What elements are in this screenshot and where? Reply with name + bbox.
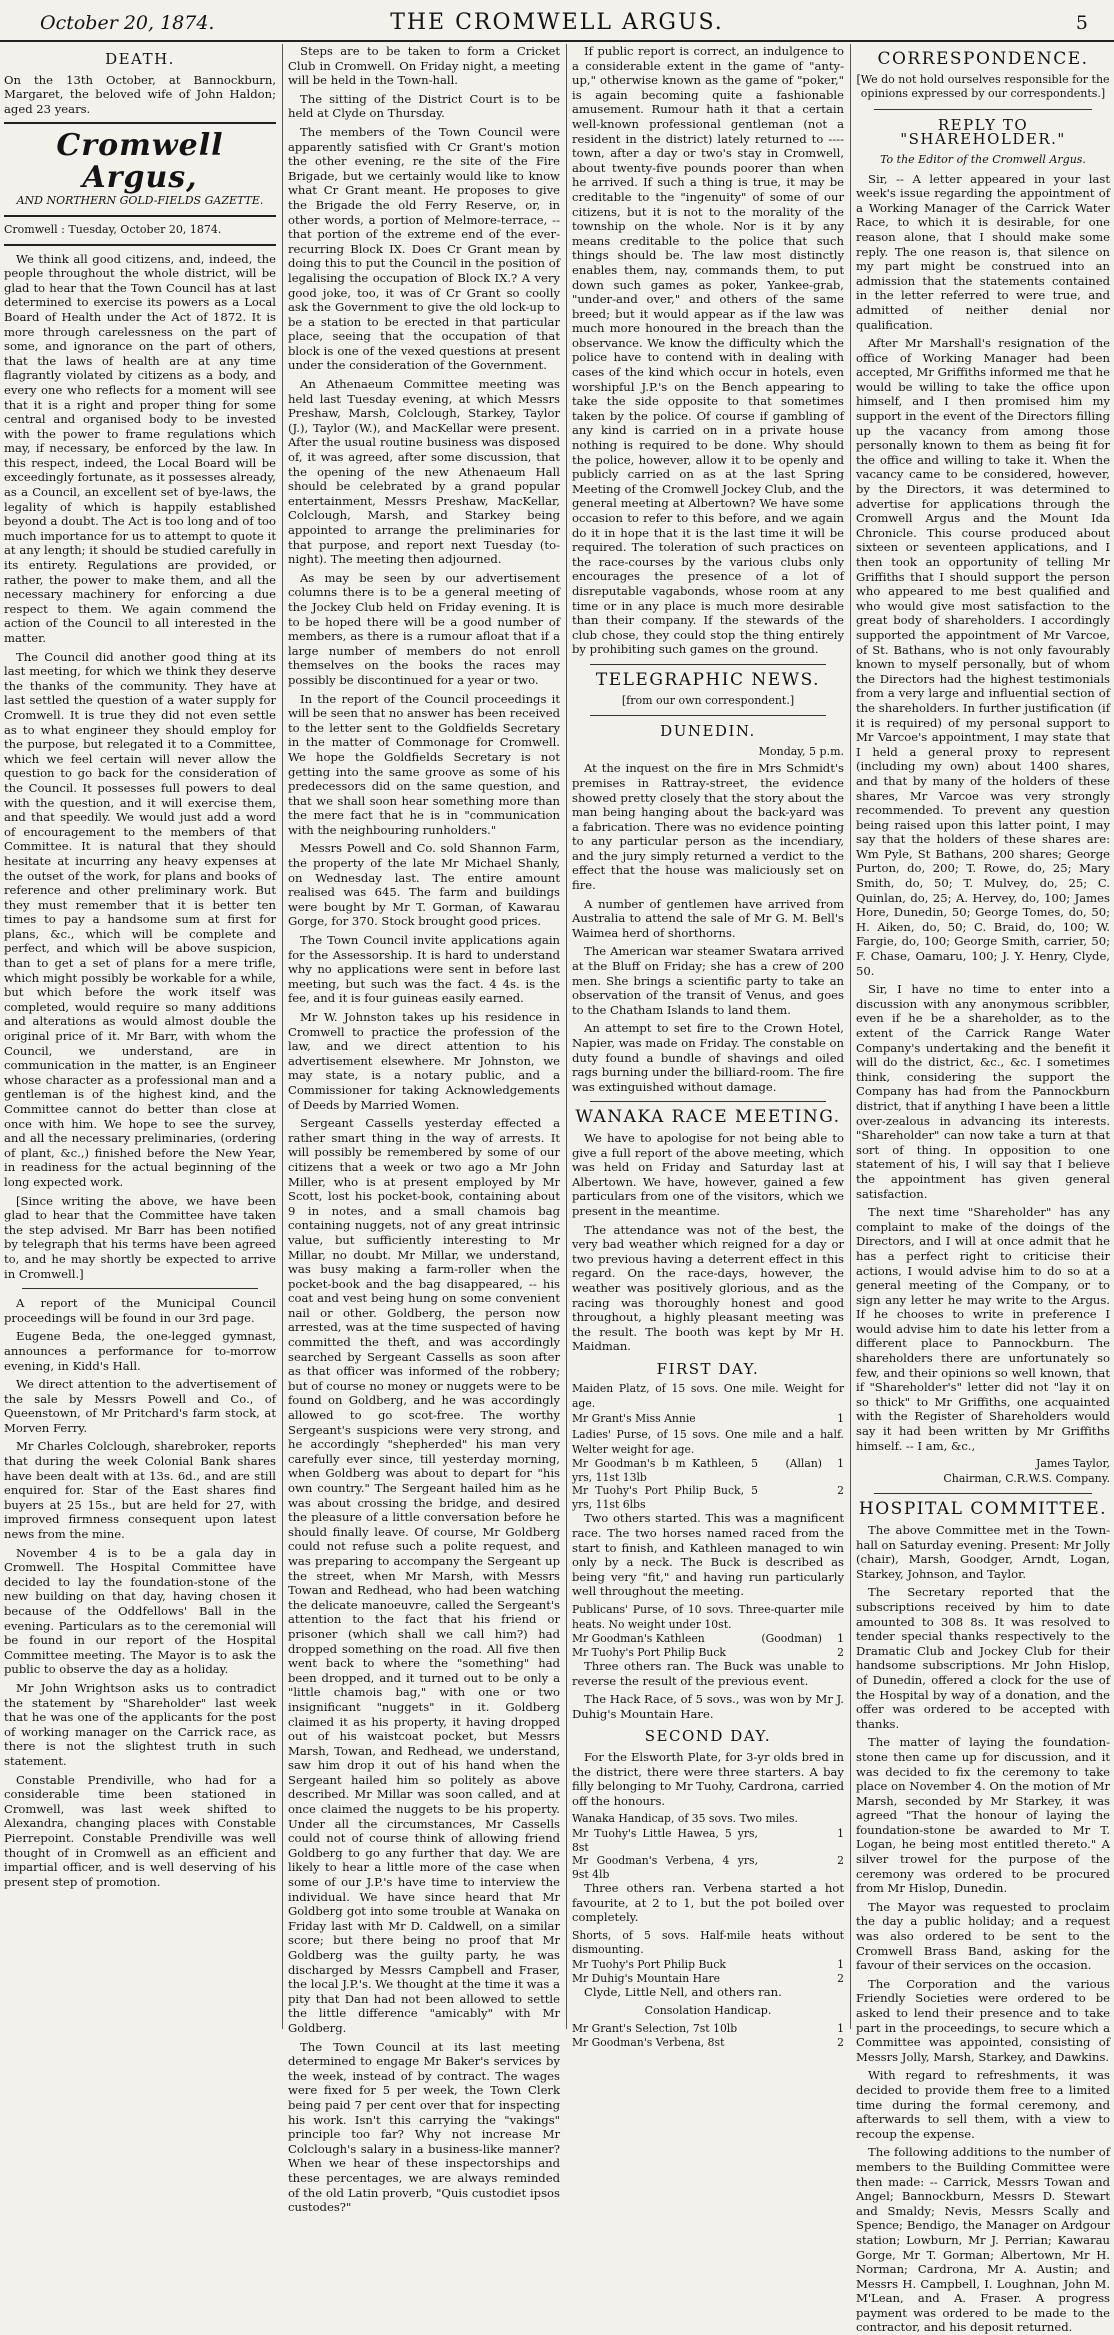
hospital-committee-heading: HOSPITAL COMMITTEE.: [858, 1499, 1108, 1520]
placing: 1: [837, 1457, 844, 1471]
news-item: The sitting of the District Court is to be held at Clyde on Thursday.: [288, 91, 560, 121]
news-item: We direct attention to the advertisement of the sale by Messrs Powell and Co., of Queenstown, of Mr Pritchard's farm stock, at Morven Ferry.: [4, 1377, 276, 1435]
letter-heading: REPLY TO "SHAREHOLDER.": [900, 115, 1066, 149]
paper-subtitle: AND NORTHERN GOLD-FIELDS GAZETTE.: [16, 194, 264, 208]
letter-signature: James Taylor,: [1036, 1457, 1110, 1471]
race-result-row: [572, 2022, 844, 2036]
jockey: [758, 1646, 822, 1660]
horse-entry: Mr Tuohy's Port Philip Buck: [572, 1645, 726, 1659]
jockey: [758, 1854, 822, 1881]
editorial-dateline: Cromwell : Tuesday, October 20, 1874.: [4, 222, 222, 236]
race-title: Shorts, of 5 sovs. Half-mile heats without dismounting.: [572, 1928, 844, 1957]
editorial-paragraph: [Since writing the above, we have been glad to hear that the Committee have taken the step advised. Mr Barr has been notified by telegraph that his terms have been agreed to, and he may shortly be expected to arrive in Cromwell.]: [4, 1193, 276, 1281]
race-title: Wanaka Handicap, of 35 sovs. Two miles.: [572, 1812, 798, 1826]
horse-entry: Mr Goodman's Verbena, 4 yrs, 9st 4lb: [572, 1854, 758, 1881]
horse-entry: Mr Duhig's Mountain Hare: [572, 1971, 720, 1985]
race-report: Three others ran. Verbena started a hot favourite, at 2 to 1, but the pot boiled over completely.: [572, 1881, 844, 1925]
divider: [590, 715, 826, 716]
column-rule: [850, 44, 851, 2029]
news-item: Messrs Powell and Co. sold Shannon Farm, the property of the late Mr Michael Shanly, on Wednesday last. The entire amount realised was 645. The farm and buildings were bought by Mr T. Gorman, of Kawarau Gorge, for 370. Stock brought good prices.: [288, 841, 560, 929]
jockey: (Allan): [785, 1457, 822, 1471]
column-4: [856, 44, 1111, 2335]
news-item: Mr Charles Colclough, sharebroker, reports that during the week Colonial Bank shares have been dealt with at 13s. 6d., and are still enquired for. Star of the East shares find buyers at 25 15s., but are held for 27, with improved firmness consequent upon latest news from the mine.: [4, 1439, 276, 1542]
race-result-row: [572, 1484, 844, 1511]
death-notice: On the 13th October, at Bannockburn, Margaret, the beloved wife of John Haldon; aged 23 years.: [4, 72, 276, 116]
news-item: In the report of the Council proceedings it will be seen that no answer has been received to the letter sent to the Goldfields Secretary in the matter of Commonage for Cromwell. We hope the Goldfields Secretary is not getting into the same groove as some of his predecessors did on the same question, and that we shall soon hear something more than the mere fact that he is in "communication with the neighbouring runholders.": [288, 691, 560, 837]
horse-entry: Mr Goodman's b m Kathleen, 5 yrs, 11st 13lb: [572, 1457, 758, 1484]
news-item: The Town Council invite applications again for the Assessorship. It is hard to understand why no applications were sent in before last meeting, but such was the fact. 4 4s. is the fee, and it is four guineas easily earned.: [288, 933, 560, 1006]
race-result-row: [572, 1412, 844, 1426]
newspaper-title: THE CROMWELL ARGUS.: [390, 10, 724, 35]
news-item: As may be seen by our advertisement columns there is to be a general meeting of the Jockey Club held on Friday evening. It is to be hoped there will be a good number of members, as there is a rumour afloat that if a large number of members do not enroll themselves on the books the races may possibly be discontinued for a year or two.: [288, 570, 560, 687]
divider: [22, 1288, 258, 1289]
race-result-row: [572, 1958, 844, 1972]
placing: 2: [837, 1854, 844, 1868]
jockey: [758, 1412, 822, 1426]
letter-addressee: To the Editor of the Cromwell Argus.: [880, 152, 1086, 166]
divider: [874, 109, 1092, 110]
placing: 2: [837, 1645, 844, 1659]
race-report: For the Elsworth Plate, for 3-yr olds bred in the district, there were three starters. A bay filly belonging to Mr Tuohy, Cardrona, carried off the honours.: [572, 1750, 844, 1808]
paper-nameplate: Cromwell Argus,: [56, 128, 224, 196]
news-item: Sergeant Cassells yesterday effected a rather smart thing in the way of arrests. It will possibly be remembered by some of our citizens that a week or two ago a Mr John Miller, who is at present employed by Mr Scott, lost his pocket-book, containing about 9 in notes, and a small chamois bag containing nuggets, not of any great intrinsic value, but sufficiently interesting to Mr Millar, no doubt. Mr Millar, we understand, was busy making a farm-roller when the pocket-book and the bag disappeared, -- his coat and vest being hung on some convenient nail or other. Goldberg, the person now arrested, was at the time suspected of having committed the theft, and was accordingly searched by Sergeant Cassells as soon after as that officer was informed of the robbery; but of course no money or nuggets were to be found on Goldberg, and he was accordingly allowed to go scot-free. The worthy Sergeant's suspicions were very strong, and he accordingly "shepherded" his man very carefully ever since, till yesterday morning, when Goldberg was about to depart for "his own country." The Sergeant hailed him as he was about crossing the bridge, and desired the pleasure of a little conversation before he should finally leave. Of course, Mr Goldberg could not refuse such a polite request, and was preparing to accompany the Sergeant up the street, when Mr Marsh, with Messrs Towan and Redhead, who had been watching the delicate manoeuvre, called the Sergeant's attention to the fact that his friend or prisoner (which shall we call him?) had dropped something on the road. All five then went back to where the "something" had been dropped, and it turned out to be only a "little chamois bag," with one or two insignificant "nuggets" in it. Goldberg claimed it as his property, it having dropped out of his waistcoat pocket, but Messrs Marsh, Towan, and Redhead, we understand, saw him drop it out of his hand when the Sergeant hailed him so politely as above described. Mr Millar was soon called, and at once claimed the nuggets to be his property. Under all the circumstances, Mr Cassells could not of course think of allowing friend Goldberg to go any further that day. We are likely to hear a little more of the case when some of our J.P.'s have time to interview the individual. We have since heard that Mr Goldberg got into some trouble at Wanaka on Friday last with Mr D. Caldwell, on a similar score; but there being no proof that Mr Goldberg was the guilty party, he was discharged by Messrs Campbell and Fraser, the local J.P.'s. We thought at the time it was a pity that Dan had not been allowed to settle the little difference "amicably" with Mr Goldberg.: [288, 1116, 560, 2035]
column-3: [572, 44, 844, 2049]
placing: 2: [837, 2035, 844, 2049]
jockey: [758, 1972, 822, 1986]
page-number: 5: [1075, 12, 1088, 34]
race-report: The Hack Race, of 5 sovs., was won by Mr J. Duhig's Mountain Hare.: [572, 1692, 844, 1721]
horse-entry: Mr Goodman's Verbena, 8st: [572, 2035, 725, 2049]
telegraphic-subheading: [from our own correspondent.]: [621, 693, 795, 707]
race-result-row: [572, 1646, 844, 1660]
editorial-paragraph: We think all good citizens, and, indeed, the people throughout the whole district, will be glad to hear that the Town Council has at last determined to exercise its powers as a Local Board of Health under the Act of 1872. It is more through carelessness on the part of some, and ignorance on the part of others, that the laws of health are at any time flagrantly violated by citizens as a body, and every one who reflects for a moment will see that it is a right and proper thing for some central and organised body to be invested with the power to frame regulations which may, if necessary, be enforced by the law. In this respect, indeed, the Local Board will be exceedingly fortunate, as it possesses already, as a Council, an excellent set of bye-laws, the legality of which is happily established beyond a doubt. The Act is too long and of too much importance for us to attempt to quote it at any length; it should be studied carefully in its entirety. Regulations are provided, or rather, the power to make them, and all the necessary machinery for enforcing a due respect to them. We again commend the action of the Council to all interested in the matter.: [4, 251, 276, 645]
divider: [590, 664, 826, 665]
race-result-row: [572, 1457, 844, 1484]
news-item: The Town Council at its last meeting determined to engage Mr Baker's services by the week, instead of by contract. The wages were fixed for 5 per week, the Town Clerk being paid 7 per cent over that for inspecting his work. Isn't this carrying the "vakings" principle too far? Why not increase Mr Colclough's salary in a business-like manner? When we hear of these inspectorships and these percentages, we are always reminded of the old Latin proverb, "Quis custodiet ipsos custodes?": [288, 2039, 560, 2215]
placing: 1: [837, 1827, 844, 1841]
race-result-row: [572, 2036, 844, 2050]
column-2: [288, 44, 560, 2215]
horse-entry: Mr Tuohy's Port Philip Buck, 5 yrs, 11st 6lbs: [572, 1484, 758, 1511]
jockey: [758, 1484, 822, 1511]
race-result-row: [572, 1827, 844, 1854]
telegraphic-heading: TELEGRAPHIC NEWS.: [595, 669, 821, 690]
jockey: (Goodman): [761, 1632, 822, 1646]
news-item: Steps are to be taken to form a Cricket Club in Cromwell. On Friday night, a meeting will be held in the Town-hall.: [288, 44, 560, 88]
news-item: An attempt to set fire to the Crown Hotel, Napier, was made on Friday. The constable on duty found a bundle of shavings and oiled rags burning under the billiard-room. The fire was extinguished without damage.: [572, 1021, 844, 1094]
placing: 1: [837, 1632, 844, 1646]
divider: [874, 1493, 1092, 1494]
horse-entry: Mr Grant's Selection, 7st 10lb: [572, 2022, 738, 2036]
dunedin-dateline: Monday, 5 p.m.: [758, 744, 844, 758]
issue-date: October 20, 1874.: [40, 12, 215, 34]
horse-entry: Mr Tuohy's Little Hawea, 5 yrs, 8st: [572, 1827, 758, 1854]
race-report: Clyde, Little Nell, and others ran.: [584, 1985, 782, 1999]
jockey: [758, 1827, 822, 1854]
race-report: Three others ran. The Buck was unable to reverse the result of the previous event.: [572, 1659, 844, 1688]
news-item: The above Committee met in the Town-hall on Saturday evening. Present: Mr Jolly (chair), Marsh, Goodger, Arndt, Logan, Starkey, Johnson, and Taylor.: [856, 1523, 1110, 1581]
divider: [4, 215, 276, 217]
letter-paragraph: Sir, I have no time to enter into a discussion with any anonymous scribbler, even if he be a shareholder, as to the extent of the Carrick Range Water Company's undertaking and the benefit it will do the district, &c., &c. I sometimes think, considering the support the Company has had from the Pannockburn district, that if anything I have been a little over-zealous in advancing its interests. "Shareholder" can now take a turn at that sort of thing. In opposition to one statement of his, I will say that I believe the appointment has given general satisfaction.: [856, 982, 1110, 1201]
placing: 1: [837, 1411, 844, 1425]
news-item: With regard to refreshments, it was decided to provide them free to a limited time during the formal ceremony, and afterwards to sell them, with a view to recoup the expense.: [856, 2068, 1110, 2141]
race-result-row: [572, 1632, 844, 1646]
horse-entry: Mr Grant's Miss Annie: [572, 1411, 696, 1425]
column-rule: [566, 44, 567, 2029]
news-item: The matter of laying the foundation-stone then came up for discussion, and it was decided to fix the ceremony to take place on November 4. On the motion of Mr Marsh, seconded by Mr Starkey, it was agreed "That the honour of laying the foundation-stone be awarded to Mr T. Logan, he being most entitled thereto." A silver trowel for the purpose of the ceremony was ordered to be procured from Mr Hislop, Dunedin.: [856, 1735, 1110, 1896]
news-item: We have to apologise for not being able to give a full report of the above meeting, which was held on Friday and Saturday last at Albertown. We have, however, gained a few particulars from one of the visitors, which we present in the meantime.: [572, 1130, 844, 1218]
news-item: The American war steamer Swatara arrived at the Bluff on Friday; she has a crew of 200 men. She brings a scientific party to take an observation of the transit of Venus, and goes to the Chatham Islands to land them.: [572, 944, 844, 1017]
news-item: The following additions to the number of members to the Building Committee were then made: -- Carrick, Messrs Towan and Angel; Bannockburn, Messrs D. Stewart and Smaldy; Nevis, Messrs Scally and Spence; Bendigo, the Manager on Ardgour station; Lowburn, Mr J. Perrian; Kawarau Gorge, Mr T. Gorman; Albertown, Mr H. Norman; Cardrona, Mr A. Austin; and Messrs H. Campbell, I. Loughnan, John M. M'Lean, and A. Fraser. A progress payment was ordered to be made to the contractor, and his deposit returned.: [856, 2145, 1110, 2335]
horse-entry: Mr Tuohy's Port Philip Buck: [572, 1958, 726, 1971]
race-result-row: [572, 1854, 844, 1881]
column-1: [4, 44, 276, 2029]
letter-signature-title: Chairman, C.R.W.S. Company.: [943, 1471, 1110, 1485]
placing: 2: [837, 1484, 844, 1498]
news-item: The Secretary reported that the subscriptions received by him to date amounted to 308 8s. It was resolved to tender special thanks respectively to the Dramatic Club and Jockey Club for their handsome subscriptions. Mr John Hislop, of Dunedin, offered a clock for the use of the Hospital by way of a donation, and the offer was ordered to be accepted with thanks.: [856, 1585, 1110, 1731]
jockey: [758, 2022, 822, 2036]
jockey: [758, 1958, 822, 1972]
news-item: The attendance was not of the best, the very bad weather which reigned for a day or two previous having a deterrent effect in this regard. On the race-days, however, the weather was positively glorious, and as the racing was thoroughly honest and good throughout, a highly pleasant meeting was the result. The booth was kept by Mr H. Maidman.: [572, 1222, 844, 1354]
race-title: Publicans' Purse, of 10 sovs. Three-quarter mile heats. No weight under 10st.: [572, 1602, 844, 1631]
news-item: The Mayor was requested to proclaim the day a public holiday; and a request was also ordered to be sent to the Cromwell Brass Band, asking for the favour of their services on the occasion.: [856, 1899, 1110, 1973]
jockey: [758, 2036, 822, 2050]
race-title: Ladies' Purse, of 15 sovs. One mile and a half. Welter weight for age.: [572, 1428, 844, 1456]
horse-entry: Mr Goodman's Kathleen: [572, 1632, 705, 1646]
placing: 1: [837, 2022, 844, 2036]
race-title: Consolation Handicap.: [644, 2003, 772, 2017]
dunedin-heading: DUNEDIN.: [660, 722, 756, 741]
news-item: A report of the Municipal Council proceedings will be found in our 3rd page.: [4, 1296, 276, 1325]
wanaka-heading: WANAKA RACE MEETING.: [575, 1107, 841, 1128]
race-report: Two others started. This was a magnificent race. The two horses named raced from the start to finish, and Kathleen managed to win only by a neck. The Buck is described as being very "fit," and having run particularly well throughout the meeting.: [572, 1511, 844, 1599]
placing: 2: [837, 1971, 844, 1985]
letter-paragraph: Sir, -- A letter appeared in your last week's issue regarding the appointment of a Working Manager of the Carrick Water Race, to which it is desirable, for one reason alone, that I should make some reply. The one reason is, that silence on my part might be construed into an admission that the statements contained in the letter referred to were true, and admitted of neither denial nor qualification.: [856, 171, 1110, 332]
news-item: The Corporation and the various Friendly Societies were ordered to be asked to lend their presence and to take part in the proceedings, to secure which a Committee was appointed, consisting of Messrs Jolly, Marsh, Starkey, and Dawkins.: [856, 1976, 1110, 2064]
race-title: Maiden Platz, of 15 sovs. One mile. Weight for age.: [572, 1382, 844, 1411]
divider: [4, 244, 276, 246]
news-item: Constable Prendiville, who had for a considerable time been stationed in Cromwell, was last week shifted to Alexandra, changing places with Constable Pierrepoint. Constable Prendiville was well thought of in Cromwell as an efficient and impartial officer, and is well deserving of his present step of promotion.: [4, 1772, 276, 1889]
news-item: Eugene Beda, the one-legged gymnast, announces a performance for to-morrow evening, in Kidd's Hall.: [4, 1329, 276, 1373]
second-day-heading: SECOND DAY.: [644, 1727, 772, 1746]
placing: 1: [837, 1958, 844, 1971]
news-item: A number of gentlemen have arrived from Australia to attend the sale of Mr G. M. Bell's Waimea herd of shorthorns.: [572, 896, 844, 940]
letter-paragraph: After Mr Marshall's resignation of the office of Working Manager had been accepted, Mr Griffiths informed me that he would be willing to take the office upon himself, and I then promised him my support in the event of the Directors filling up the vacancy from among those personally known to them as being fit for the office and willing to take it. When the vacancy came to be considered, however, by the Directors, it was determined to advertise for applications through the Cromwell Argus and the Mount Ida Chronicle. This course produced about sixteen or seventeen applications, and I then took an opportunity of telling Mr Griffiths that I should support the person who appeared to me best qualified and who would give most satisfaction to the great body of shareholders. I accordingly supported the appointment of Mr Varcoe, of St. Bathans, who is not only favourably known to myself personally, but of whom the Directors had the highest testimonials from a very large and influential section of the shareholders. In further justification (if it is required) of my personal support to Mr Varcoe's appointment, I may state that I held a general proxy to represent (including my own) about 1400 shares, and that by many of the holders of these shares, Mr Varcoe was very strongly recommended. To prevent any question being raised upon this latter point, I may say that the holders of these shares are: Wm Pyle, St Bathans, 200 shares; George Purton, do, 200; T. Rowe, do, 25; Mary Smith, do, 50; T. Mulvey, do, 25; C. Quinlan, do, 25; A. Hervey, do, 100; James Hore, Dunedin, 50; George Tomes, do, 50; H. Aiken, do, 50; C. Braid, do, 100; W. Fargie, do, 100; George Smith, carrier, 50; F. Chase, Oamaru, 100; J. Y. Henry, Clyde, 50.: [856, 336, 1111, 978]
news-item: At the inquest on the fire in Mrs Schmidt's premises in Rattray-street, the evidence showed pretty closely that the story about the man being hanging about the back-yard was a fabrication. There was no evidence pointing to any particular person as the incendiary, and the jury simply returned a verdict to the effect that the house was maliciously set on fire.: [572, 761, 844, 893]
news-item: An Athenaeum Committee meeting was held last Tuesday evening, at which Messrs Preshaw, Marsh, Colclough, Starkey, Taylor (J.), Taylor (W.), and MacKellar were present. After the usual routine business was disposed of, it was agreed, after some discussion, that the opening of the new Athenaeum Hall should be celebrated by a grand popular entertainment, Messrs Preshaw, MacKellar, Colclough, Marsh, and Starkey being appointed to arrange the preliminaries for that purpose, and report next Tuesday (to-night). The meeting then adjourned.: [288, 377, 560, 567]
news-item: Mr John Wrightson asks us to contradict the statement by "Shareholder" last week that he was one of the applicants for the post of working manager on the Carrick race, as there is not the slightest truth in such statement.: [4, 1680, 276, 1768]
news-item: The members of the Town Council were apparently satisfied with Cr Grant's motion the other evening, re the site of the Fire Brigade, but we certainly would like to know what Cr Grant meant. He proposes to give the Brigade the old Ferry Reserve, or, in other words, a portion of Melmore-terrace, -- that portion of the extreme end of the ever-recurring Block IX. Does Cr Grant mean by doing this to put the Council in the position of legalising the occupation of Block IX.? A very good joke, too, it was of Cr Grant so coolly ask the Government to give the old lock-up to be a station to be erected in that particular place, seeing that the occupation of that block is one of the vexed questions at present under the consideration of the Government.: [288, 124, 560, 373]
correspondence-note: [We do not hold ourselves responsible for the opinions expressed by our correspondents.]: [856, 72, 1110, 101]
column-rule: [282, 44, 283, 2029]
editorial-paragraph: The Council did another good thing at its last meeting, for which we think they deserve the thanks of the community. They have at last settled the question of a water supply for Cromwell. It is true they did not even settle as to what engineer they should employ for the purpose, but relegated it to a Committee, which we feel certain will never allow the question to go back for the consideration of the Council. It possesses full powers to deal with the question, and it will exercise them, and that speedily. We would just add a word of encouragement to the members of that Committee. It is natural that they should hesitate at incurring any heavy expenses at the outset of the work, for plans and books of reference and other preliminary work. But they must remember that it is better ten times to pay a handsome sum at first for plans, &c., which will be complete and perfect, and which will be above suspicion, than to get a set of plans for a mere trifle, which might possibly be workable for a while, but which before the work itself was completed, would require so many additions and alterations as would almost double the original price of it. Mr Barr, with whom the Council, we understand, are in communication in the matter, is an Engineer whose character as a professional man and a gentleman is of the highest kind, and the Committee cannot do better than close at once with him. We hope to see the survey, and all the necessary preliminaries, (ordering of plant, &c.,) finished before the New Year, in readiness for the actual beginning of the long expected work.: [4, 649, 276, 1189]
divider: [590, 1101, 826, 1102]
news-item: Mr W. Johnston takes up his residence in Cromwell to practice the profession of the law, and we direct attention to his advertisement elsewhere. Mr Johnston, we may state, is a notary public, and a Commissioner for taking Acknowledgements of Deeds by Married Women.: [288, 1010, 560, 1112]
correspondence-heading: CORRESPONDENCE.: [877, 49, 1089, 69]
news-item: November 4 is to be a gala day in Cromwell. The Hospital Committee have decided to lay the foundation-stone of the new building on that day, having chosen it because of the Oddfellows' Ball in the evening. Particulars as to the ceremonial will be found in our report of the Hospital Committee meeting. The Mayor is to ask the public to observe the day as a holiday.: [4, 1545, 276, 1677]
news-item: If public report is correct, an indulgence to a considerable extent in the game of "anty-up," otherwise known as the game of "poker," is again becoming quite a fashionable amusement. Rumour hath it that a certain well-known professional gentleman (not a resident in the district) lately returned to ---- town, after a day or two's stay in Cromwell, about twenty-five pounds poorer than when he arrived. If such a thing is true, it may be creditable to the "ingenuity" of some of our citizens, but it is not to the morality of the township on the whole. Nor is it by any means creditable to the police that such things should be. The law most distinctly enables them, nay, commands them, to put down such games as poker, Yankee-grab, "under-and over," and others of the same breed; but it would appear as if the law was much more honoured in the breach than the observance. We know the difficulty which the police have to contend with in dealing with cases of the kind which occur in hotels, even worshipful J.P.'s on the Bench appearing to take the side opposite to that sometimes taken by the police. Of course if gambling of any kind is carried on in a private house nothing is required to be done. Why should the police, however, allow it to be openly and publicly carried on as at the last Spring Meeting of the Cromwell Jockey Club, and the general meeting at Albertown? We have some occasion to refer to this before, and we again do it in hope that it is the last time it will be required. The toleration of such practices on the race-courses by the various clubs only encourages the presence of a lot of disreputable vagabonds, whose room at any time or in any place is much more desirable than their company. If the stewards of the club chose, they could stop the thing entirely by prohibiting such games on the ground.: [572, 44, 844, 657]
death-heading: DEATH.: [105, 50, 175, 68]
divider: [4, 122, 276, 124]
letter-paragraph: The next time "Shareholder" has any complaint to make of the doings of the Directors, and I will at once admit that he has a perfect right to criticise their actions, I would advise him to do so at a general meeting of the Company, or to sign any letter he may write to the Argus. If he chooses to write in preference I would advise him to date his letter from a different place to Pannockburn. The shareholders there are unfortunately so few, and their opinions so well known, that if "Shareholder's" letter did not "lay it on so thick" to Mr Griffiths, one acquainted with the Register of Shareholders would say it had been written by Mr Griffiths himself. -- I am, &c.,: [856, 1205, 1110, 1453]
race-result-row: [572, 1972, 844, 1986]
masthead: [0, 0, 1114, 42]
first-day-heading: FIRST DAY.: [656, 1359, 760, 1378]
